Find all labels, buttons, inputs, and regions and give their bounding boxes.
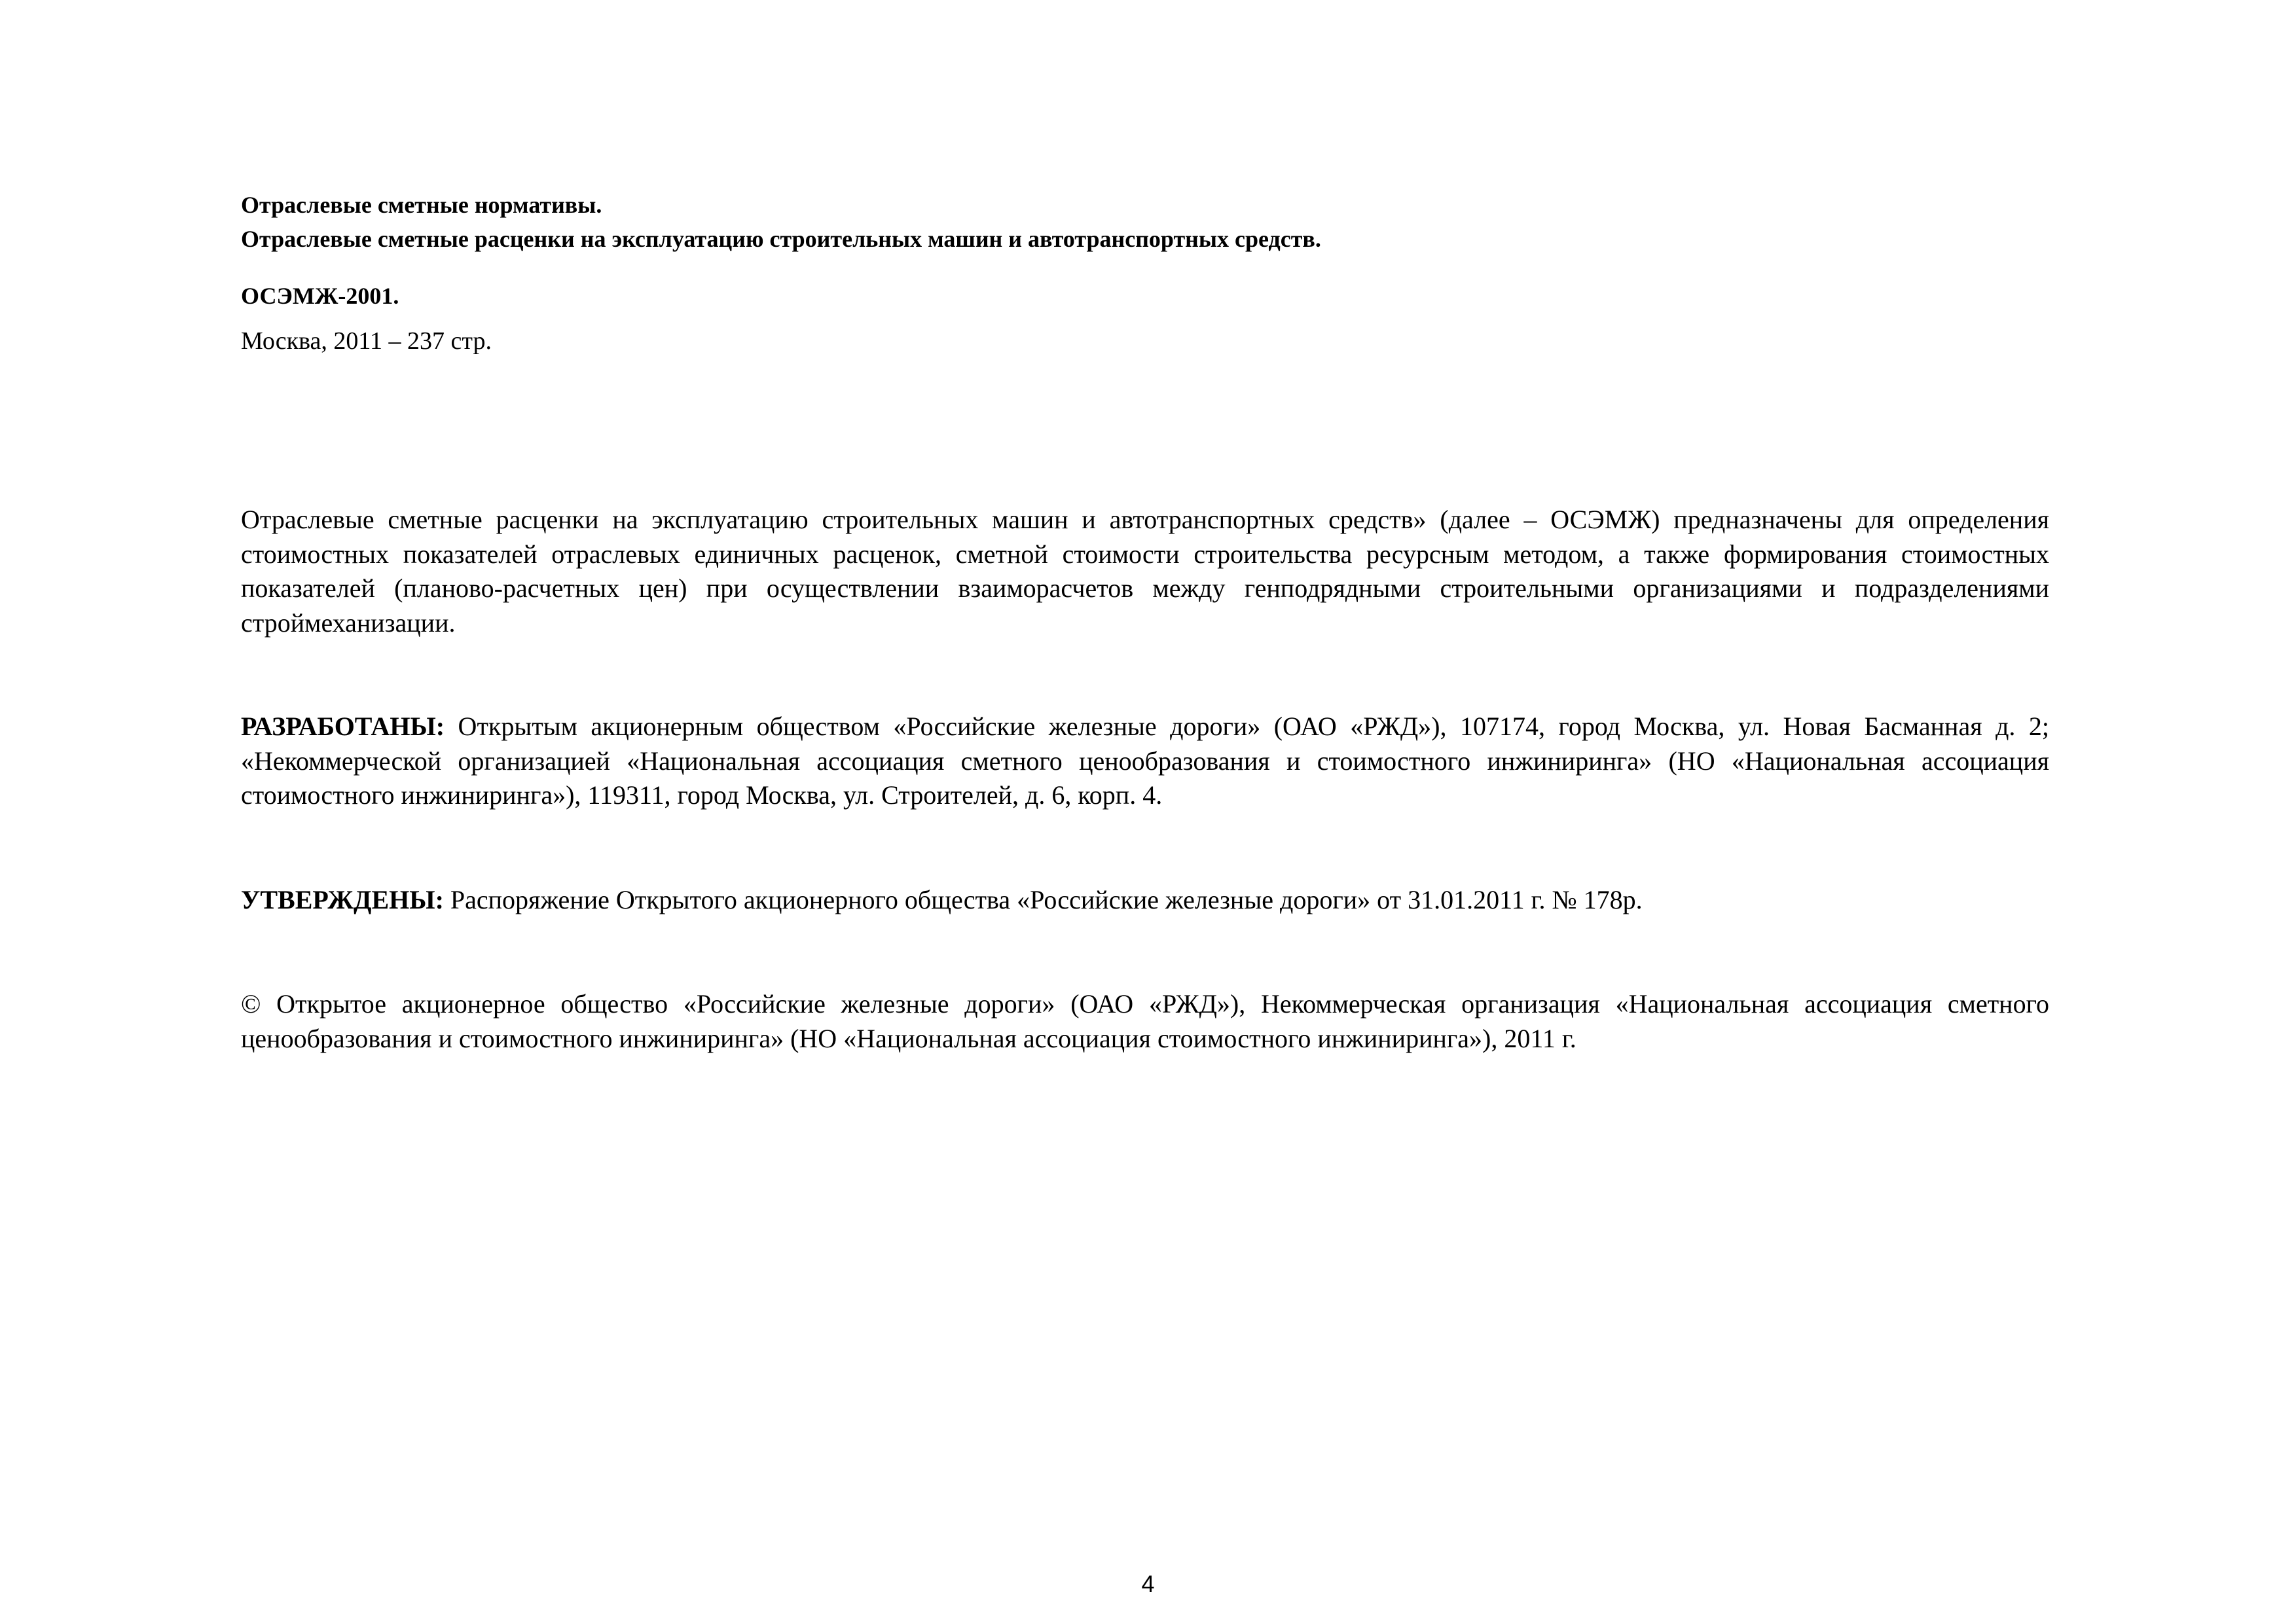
approved-text: Распоряжение Открытого акционерного общества «Российские железные дороги» от 31.01.2011 г. № 178р. <box>443 885 1643 914</box>
developed-text: Открытым акционерным обществом «Российские железные дороги» (ОАО «РЖД»), 107174, город Москва, ул. Новая Басманная д. 2; «Некоммерческой организацией «Национальная ассоциация сметного ценообразования и стоимостного инжиниринга» (НО «Национальная ассоциация стоимостного инжиниринга»), 119311, город Москва, ул. Строителей, д. 6, корп. 4. <box>241 712 2049 810</box>
header-title-line-1: Отраслевые сметные нормативы. <box>241 192 602 218</box>
developed-paragraph <box>241 710 2049 813</box>
developed-label: РАЗРАБОТАНЫ: <box>241 712 445 741</box>
document-code: ОСЭМЖ-2001. <box>241 283 399 309</box>
document-header <box>241 188 2048 256</box>
purpose-paragraph: Отраслевые сметные расценки на эксплуатацию строительных машин и автотранспортных средств» (далее – ОСЭМЖ) предназначены для определения стоимостных показателей отраслевых единичных расценок, сметной стоимости строительства ресурсным методом, а также формирования стоимостных показателей (планово-расчетных цен) при осуществлении взаиморасчетов между генподрядными строительными организациями и подразделениями строймеханизации. <box>241 505 2049 638</box>
publication-info: Москва, 2011 – 237 стр. <box>241 327 492 355</box>
header-title-line-2: Отраслевые сметные расценки на эксплуатацию строительных машин и автотранспортных средств. <box>241 226 1321 252</box>
approved-label: УТВЕРЖДЕНЫ: <box>241 885 444 914</box>
copyright-paragraph: © Открытое акционерное общество «Российские железные дороги» (ОАО «РЖД»), Некоммерческая организация «Национальная ассоциация сметного ценообразования и стоимостного инжиниринга» (НО «Национальная ассоциация стоимостного инжиниринга»), 2011 г. <box>241 989 2049 1053</box>
page-number: 4 <box>1141 1570 1155 1597</box>
approved-paragraph <box>241 883 2049 918</box>
